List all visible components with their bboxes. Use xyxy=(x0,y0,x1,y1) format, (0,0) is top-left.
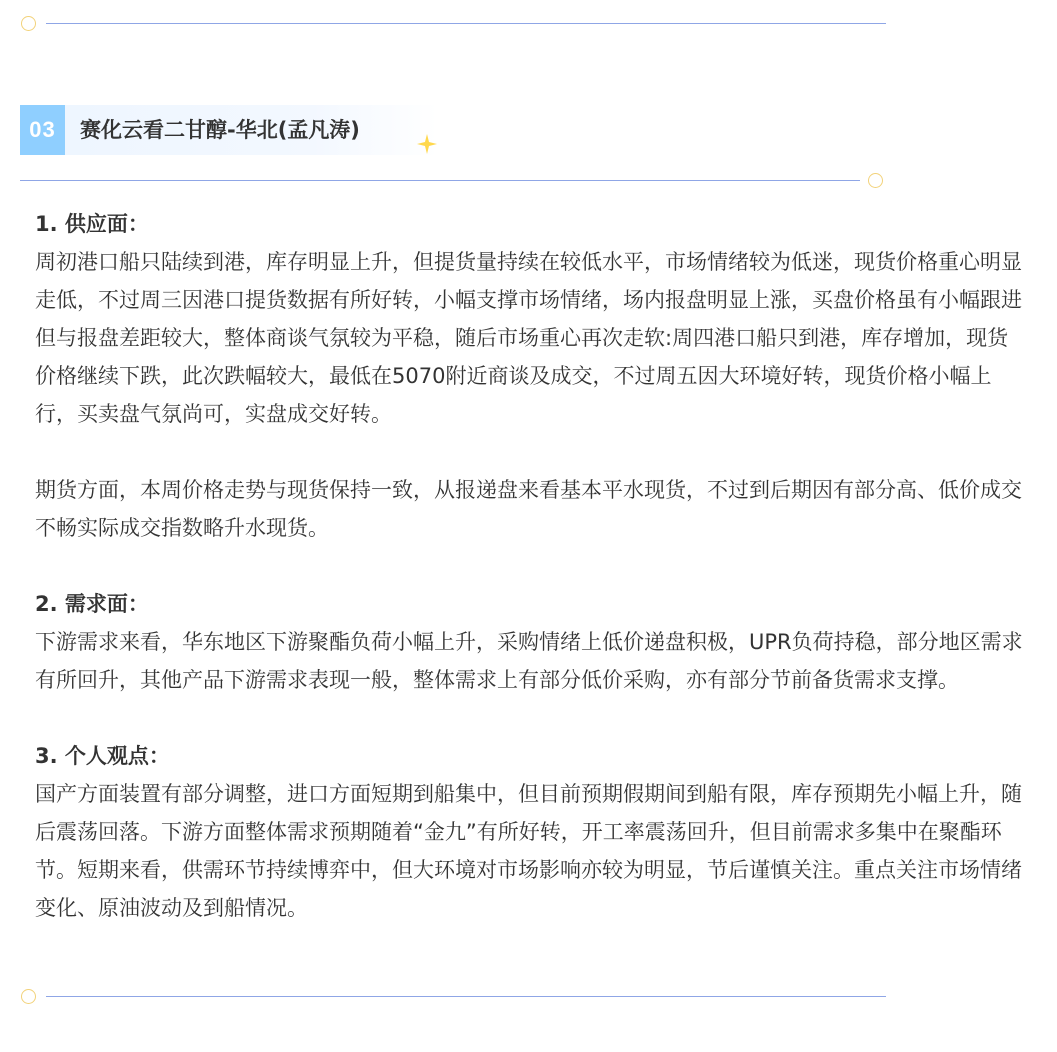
article-body xyxy=(35,205,1025,927)
top-circle-ornament-icon xyxy=(21,16,36,31)
section-title: 赛化云看二甘醇-华北(孟凡涛) xyxy=(80,118,360,142)
section-number-badge: 03 xyxy=(20,105,65,155)
bottom-divider xyxy=(46,996,886,997)
opinion-paragraph: 国产方面装置有部分调整，进口方面短期到船集中，但目前预期假期间到船有限，库存预期先小幅上升，随后震荡回落。下游方面整体需求预期随着“金九”有所好转，开工率震荡回升，但目前需求多集中在聚酯环节。短期来看，供需环节持续博弈中，但大环境对市场影响亦较为明显，节后谨慎关注。重点关注市场情绪变化、原油波动及到船情况。 xyxy=(35,782,1022,920)
top-divider xyxy=(46,23,886,24)
supply-paragraph-1: 周初港口船只陆续到港，库存明显上升，但提货量持续在较低水平，市场情绪较为低迷，现货价格重心明显走低，不过周三因港口提货数据有所好转，小幅支撑市场情绪，场内报盘明显上涨，买盘价格虽有小幅跟进但与报盘差距较大，整体商谈气氛较为平稳，随后市场重心再次走软:周四港口船只到港，库存增加，现货价格继续下跌，此次跌幅较大，最低在5070附近商谈及成交，不过周五因大环境好转，现货价格小幅上行，买卖盘气氛尚可，实盘成交好转。 xyxy=(35,250,1022,426)
header-divider xyxy=(20,180,860,181)
demand-heading: 2. 需求面： xyxy=(35,592,149,616)
opinion-heading: 3. 个人观点： xyxy=(35,744,170,768)
supply-paragraph-2: 期货方面，本周价格走势与现货保持一致，从报递盘来看基本平水现货，不过到后期因有部分高、低价成交不畅实际成交指数略升水现货。 xyxy=(35,478,1022,540)
supply-heading: 1. 供应面： xyxy=(35,212,149,236)
bottom-circle-ornament-icon xyxy=(21,989,36,1004)
header-circle-ornament-icon xyxy=(868,173,883,188)
sparkle-icon xyxy=(416,133,438,155)
demand-paragraph: 下游需求来看，华东地区下游聚酯负荷小幅上升，采购情绪上低价递盘积极，UPR负荷持稳，部分地区需求有所回升，其他产品下游需求表现一般，整体需求上有部分低价采购，亦有部分节前备货需求支撑。 xyxy=(35,630,1023,692)
